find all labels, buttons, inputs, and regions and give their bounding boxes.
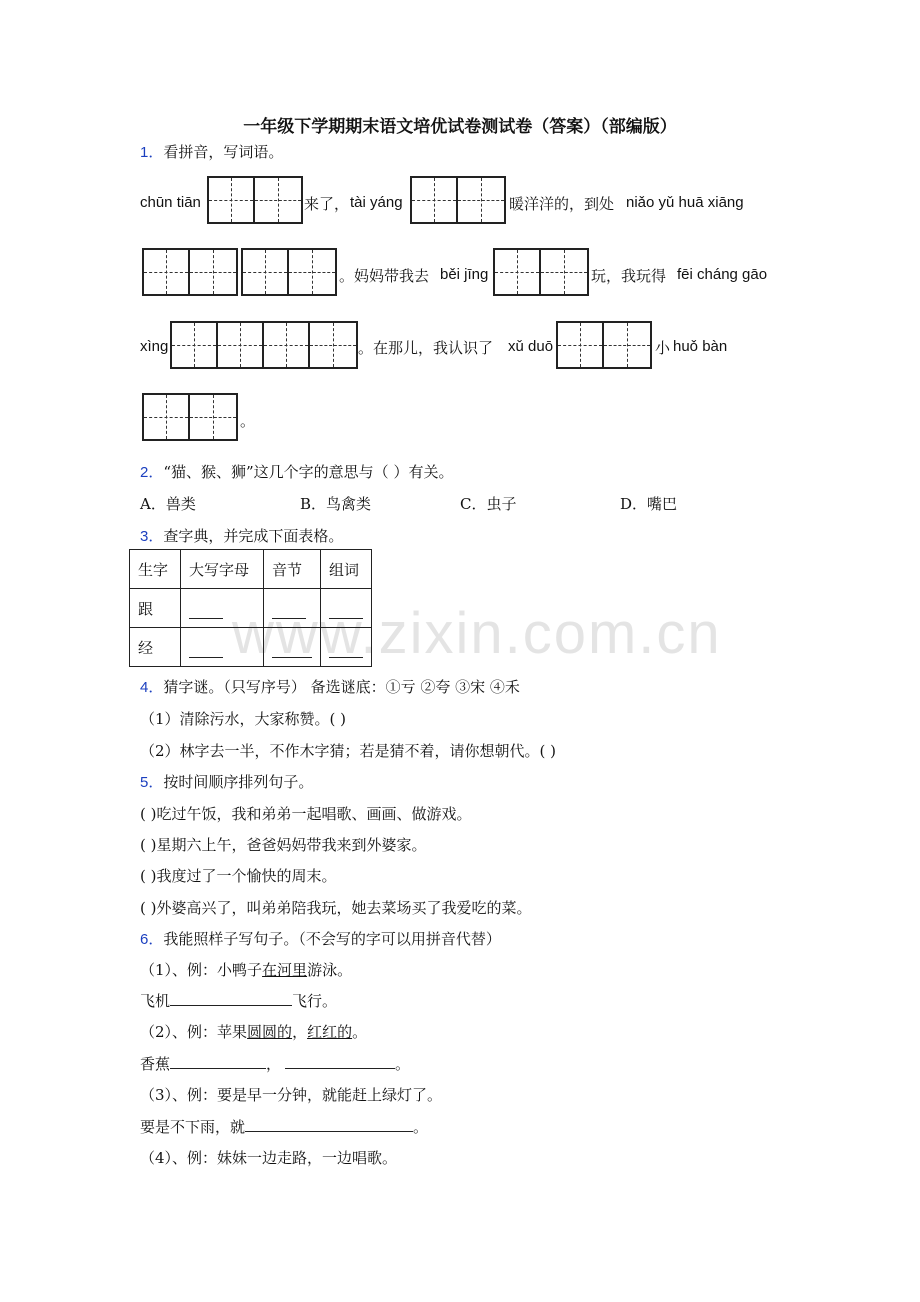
answer-text: ， (266, 1055, 282, 1073)
q5-item-4[interactable]: ( )外婆高兴了，叫弟弟陪我玩，她去菜场买了我爱吃的菜。 (140, 899, 532, 917)
table-row (130, 589, 372, 628)
grid-cell (190, 395, 236, 439)
q2-number: 2． (140, 464, 164, 481)
grid-cell (541, 250, 587, 294)
q6-example-1 (140, 960, 352, 980)
q6-answer-1 (140, 991, 337, 1011)
q3-heading (140, 526, 343, 547)
pinyin-xuduo: xǔ duō (508, 338, 554, 355)
answer-blank[interactable] (181, 628, 264, 667)
answer-blank[interactable] (170, 1054, 266, 1069)
q5-item-3[interactable]: ( )我度过了一个愉快的周末。 (140, 867, 337, 885)
q6-example-2 (140, 1022, 367, 1042)
grid-cell (218, 323, 264, 367)
example-text: ， (292, 1023, 308, 1041)
q1-prompt: 看拼音，写词语。 (163, 143, 284, 161)
table-row (130, 628, 372, 667)
answer-prefix: 飞机 (140, 992, 171, 1010)
q6-number: 6． (140, 931, 164, 948)
q1-text: 暖洋洋的，到处 (509, 195, 615, 213)
pinyin-taiyang: tài yáng (350, 194, 403, 211)
answer-grid[interactable] (170, 321, 358, 369)
q6-example-3: （3）、例：要是早一分钟，就能赶上绿灯了。 (140, 1086, 443, 1104)
grid-cell (144, 250, 190, 294)
q5-number: 5． (140, 774, 164, 791)
q6-example-4: （4）、例：妹妹一边走路，一边唱歌。 (140, 1149, 398, 1167)
answer-blank[interactable] (264, 589, 321, 628)
grid-cell (190, 250, 236, 294)
grid-cell (243, 250, 289, 294)
answer-suffix: 。 (413, 1118, 429, 1136)
q6-heading (140, 929, 501, 950)
q2-heading (140, 462, 453, 483)
example-text: （2）、例：苹果 (140, 1023, 248, 1041)
answer-blank[interactable] (170, 991, 292, 1006)
example-underlined: 红红的 (307, 1023, 353, 1041)
answer-grid[interactable] (410, 176, 506, 224)
grid-cell (310, 323, 356, 367)
q3-number: 3． (140, 528, 164, 545)
q2-option-c[interactable]: C．虫子 (460, 495, 517, 513)
pinyin-beijing: běi jīng (440, 266, 489, 283)
answer-blank[interactable] (245, 1117, 413, 1132)
q1-text: 玩，我玩得 (591, 267, 667, 285)
answer-blank[interactable] (181, 589, 264, 628)
answer-grid[interactable] (207, 176, 303, 224)
q2-prompt: “猫、猴、狮”这几个字的意思与（ ）有关。 (163, 463, 454, 481)
q1-text: 小 (655, 339, 671, 357)
grid-cell (495, 250, 541, 294)
answer-grid[interactable] (241, 248, 337, 296)
example-text: 。 (352, 1023, 368, 1041)
q1-text: 。妈妈带我去 (339, 267, 430, 285)
q5-item-2[interactable]: ( )星期六上午，爸爸妈妈带我来到外婆家。 (140, 836, 427, 854)
grid-cell (412, 178, 458, 222)
grid-cell (558, 323, 604, 367)
dictionary-table (129, 549, 372, 667)
pinyin-huoban: huǒ bàn (673, 338, 728, 355)
q5-item-1[interactable]: ( )吃过午饭，我和弟弟一起唱歌、画画、做游戏。 (140, 805, 472, 823)
watermark: www.zixin.com.cn (232, 601, 722, 666)
q5-heading (140, 772, 313, 793)
q4-prompt: 猜字谜。（只写序号） 备选谜底：①亏 ②夸 ③宋 ④禾 (163, 678, 520, 696)
answer-blank[interactable] (321, 628, 372, 667)
answer-blank[interactable] (264, 628, 321, 667)
q4-heading (140, 677, 520, 698)
example-text: （1）、例：小鸭子 (140, 961, 263, 979)
answer-grid[interactable] (556, 321, 652, 369)
grid-cell (604, 323, 650, 367)
table-header: 大写字母 (181, 550, 264, 589)
answer-prefix: 要是不下雨，就 (140, 1118, 246, 1136)
answer-suffix: 飞行。 (292, 992, 338, 1010)
q3-prompt: 查字典，并完成下面表格。 (163, 527, 344, 545)
page-title: 一年级下学期期末语文培优试卷测试卷（答案）（部编版） (243, 117, 677, 137)
q2-option-b[interactable]: B．鸟禽类 (300, 495, 372, 513)
table-header: 组词 (321, 550, 372, 589)
q1-text: 来了， (304, 195, 350, 213)
q1-number: 1． (140, 144, 164, 161)
answer-blank[interactable] (285, 1054, 395, 1069)
example-underlined: 圆圆的 (247, 1023, 293, 1041)
q2-option-d[interactable]: D．嘴巴 (620, 495, 678, 513)
answer-suffix: 。 (395, 1055, 411, 1073)
example-text: 游泳。 (307, 961, 353, 979)
grid-cell (172, 323, 218, 367)
q4-item-2[interactable]: （2）林字去一半，不作木字猜；若是猜不着，请你想朝代。( ) (140, 742, 557, 760)
table-header-row (130, 550, 372, 589)
answer-grid[interactable] (142, 393, 238, 441)
q1-text: 。 (240, 412, 256, 430)
q6-prompt: 我能照样子写句子。（不会写的字可以用拼音代替） (163, 930, 501, 948)
example-underlined: 在河里 (262, 961, 308, 979)
q1-heading (140, 142, 283, 163)
pinyin-chuntian: chūn tiān (140, 194, 201, 211)
q1-text: 。在那儿，我认识了 (358, 339, 494, 357)
q4-item-1[interactable]: （1）清除污水，大家称赞。( ) (140, 710, 347, 728)
grid-cell (255, 178, 301, 222)
pinyin-xing: xìng (140, 338, 169, 355)
q5-prompt: 按时间顺序排列句子。 (163, 773, 314, 791)
grid-cell (209, 178, 255, 222)
table-cell-char: 跟 (130, 589, 181, 628)
q2-option-a[interactable]: A．兽类 (140, 495, 196, 513)
answer-blank[interactable] (321, 589, 372, 628)
answer-grid[interactable] (142, 248, 238, 296)
pinyin-feichang-gao: fēi cháng gāo (677, 266, 768, 283)
answer-prefix: 香蕉 (140, 1055, 171, 1073)
table-header: 音节 (264, 550, 321, 589)
pinyin-niaoyu-huaxiang: niǎo yǔ huā xiāng (626, 194, 744, 211)
q4-number: 4． (140, 679, 164, 696)
table-header: 生字 (130, 550, 181, 589)
q6-answer-3 (140, 1117, 428, 1137)
q6-answer-2 (140, 1054, 410, 1074)
table-cell-char: 经 (130, 628, 181, 667)
grid-cell (144, 395, 190, 439)
answer-grid[interactable] (493, 248, 589, 296)
grid-cell (264, 323, 310, 367)
grid-cell (458, 178, 504, 222)
grid-cell (289, 250, 335, 294)
